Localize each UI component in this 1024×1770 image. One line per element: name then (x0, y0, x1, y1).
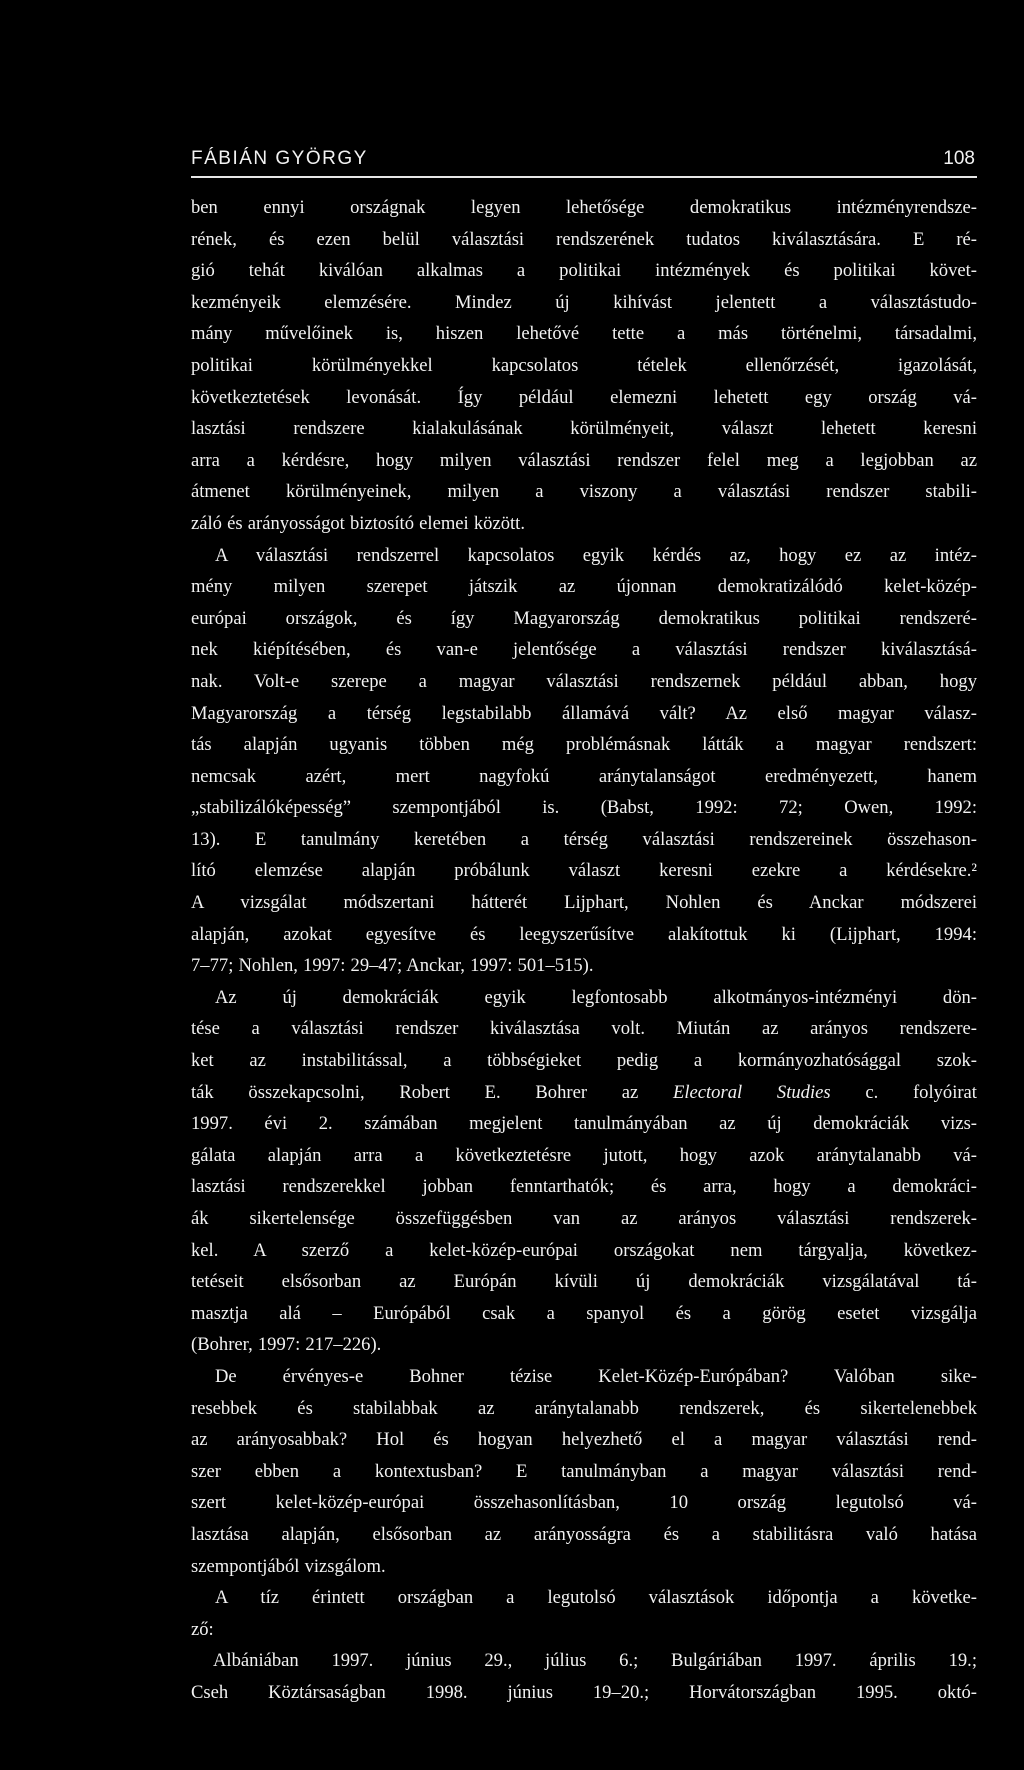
running-header-author: FÁBIÁN GYÖRGY (191, 148, 368, 169)
text-line: ták összekapcsolni, Robert E. Bohrer az Electoral Studies c. folyóirat (191, 1081, 977, 1103)
running-header (191, 148, 977, 178)
text-line: gálata alapján arra a következtetésre jutott, hogy azok aránytalanabb vá- (191, 1144, 977, 1166)
text-line: tetéseit elsősorban az Európán kívüli új demokráciák vizsgálatával tá- (191, 1271, 977, 1293)
text-line: mény milyen szerepet játszik az újonnan demokratizálódó kelet-közép- (191, 576, 977, 598)
text-line: lító elemzése alapján próbálunk választ keresni ezekre a kérdésekre.² (191, 860, 977, 882)
text-line: szer ebben a kontextusban? E tanulmányban a magyar választási rend- (191, 1460, 977, 1482)
text-line: A tíz érintett országban a legutolsó választások időpontja a követke- (215, 1587, 977, 1609)
text-line: rének, és ezen belül választási rendszerének tudatos kiválasztására. E ré- (191, 228, 977, 250)
text-line: 13). E tanulmány keretében a térség választási rendszereinek összehason- (191, 828, 977, 850)
text-line: ák sikertelensége összefüggésben van az arányos választási rendszerek- (191, 1208, 977, 1229)
book-page (191, 148, 977, 1709)
text-line: 1997. évi 2. számában megjelent tanulmányában az új demokráciák vizs- (191, 1113, 977, 1135)
text-line: kel. A szerző a kelet-közép-európai országokat nem tárgyalja, következ- (191, 1239, 977, 1261)
text-line: lasztási rendszere kialakulásának körülményeit, választ lehetett keresni (191, 418, 977, 440)
text-line: ket az instabilitással, a többségieket pedig a kormányozhatósággal szok- (191, 1050, 977, 1072)
text-line: gió tehát kiválóan alkalmas a politikai intézmények és politikai követ- (191, 260, 977, 282)
text-line: kezményeik elemzésére. Mindez új kihívást jelentett a választástudo- (191, 291, 977, 313)
text-line: arra a kérdésre, hogy milyen választási rendszer felel meg a legjobban az (191, 449, 977, 471)
text-line: átmenet körülményeinek, milyen a viszony a választási rendszer stabili- (191, 481, 977, 503)
text-line: ben ennyi országnak legyen lehetősége demokratikus intézményrendsze- (191, 197, 977, 218)
text-line: Albániában 1997. június 29., július 6.; Bulgáriában 1997. április 19.; (213, 1650, 977, 1672)
text-line: következtetések levonását. Így például elemezni lehetett egy ország vá- (191, 386, 977, 408)
journal-title: Electoral Studies (672, 1081, 831, 1103)
text-line: De érvényes-e Bohner tézise Kelet-Közép-Európában? Valóban sike- (215, 1365, 977, 1387)
text-line: Cseh Köztársaságban 1998. június 19–20.; Horvátországban 1995. októ- (191, 1681, 977, 1703)
text-line: nak. Volt-e szerepe a magyar választási rendszernek például abban, hogy (191, 670, 977, 692)
text-line: (Bohrer, 1997: 217–226). (191, 1334, 382, 1356)
text-line: mány művelőinek is, hiszen lehetővé tette a más történelmi, társadalmi, (191, 323, 977, 345)
text-line: az arányosabbak? Hol és hogyan helyezhető el a magyar választási rend- (191, 1429, 977, 1451)
page-number: 108 (943, 148, 975, 169)
text-line: 7–77; Nohlen, 1997: 29–47; Anckar, 1997: 501–515). (191, 955, 594, 977)
text-line: ző: (191, 1618, 214, 1640)
text-line: A vizsgálat módszertani hátterét Lijphart, Nohlen és Anckar módszerei (191, 892, 977, 914)
text-line: Az új demokráciák egyik legfontosabb alkotmányos-intézményi dön- (215, 986, 977, 1008)
text-line: szert kelet-közép-európai összehasonlításban, 10 ország legutolsó vá- (191, 1492, 977, 1514)
text-line: politikai körülményekkel kapcsolatos tételek ellenőrzését, igazolását, (191, 354, 977, 376)
text-line: resebbek és stabilabbak az aránytalanabb rendszerek, és sikertelenebbek (191, 1397, 977, 1419)
text-line: masztja alá – Európából csak a spanyol és a görög esetet vizsgálja (191, 1302, 977, 1324)
text-line: szempontjából vizsgálom. (191, 1555, 386, 1577)
text-line: záló és arányosságot biztosító elemei között. (191, 512, 525, 534)
text-line: alapján, azokat egyesítve és leegyszerűsítve alakítottuk ki (Lijphart, 1994: (191, 923, 977, 945)
text-line: nemcsak azért, mert nagyfokú aránytalanságot eredményezett, hanem (191, 765, 977, 787)
text-line: tás alapján ugyanis többen még problémásnak látták a magyar rendszert: (191, 734, 977, 756)
text-line: nek kiépítésében, és van-e jelentősége a választási rendszer kiválasztásá- (191, 639, 977, 661)
text-line: európai országok, és így Magyarország demokratikus politikai rendszeré- (191, 607, 977, 629)
text-line: tése a választási rendszer kiválasztása volt. Miután az arányos rendszere- (191, 1018, 977, 1040)
text-line: A választási rendszerrel kapcsolatos egyik kérdés az, hogy ez az intéz- (215, 544, 977, 566)
text-line: „stabilizálóképesség” szempontjából is. (Babst, 1992: 72; Owen, 1992: (191, 797, 977, 819)
body-text (191, 192, 977, 1709)
text-line: lasztási rendszerekkel jobban fenntarthatók; és arra, hogy a demokráci- (191, 1176, 977, 1198)
text-line: Magyarország a térség legstabilabb államává vált? Az első magyar válasz- (191, 702, 977, 724)
text-line: lasztása alapján, elsősorban az arányosságra és a stabilitásra való hatása (191, 1523, 977, 1545)
